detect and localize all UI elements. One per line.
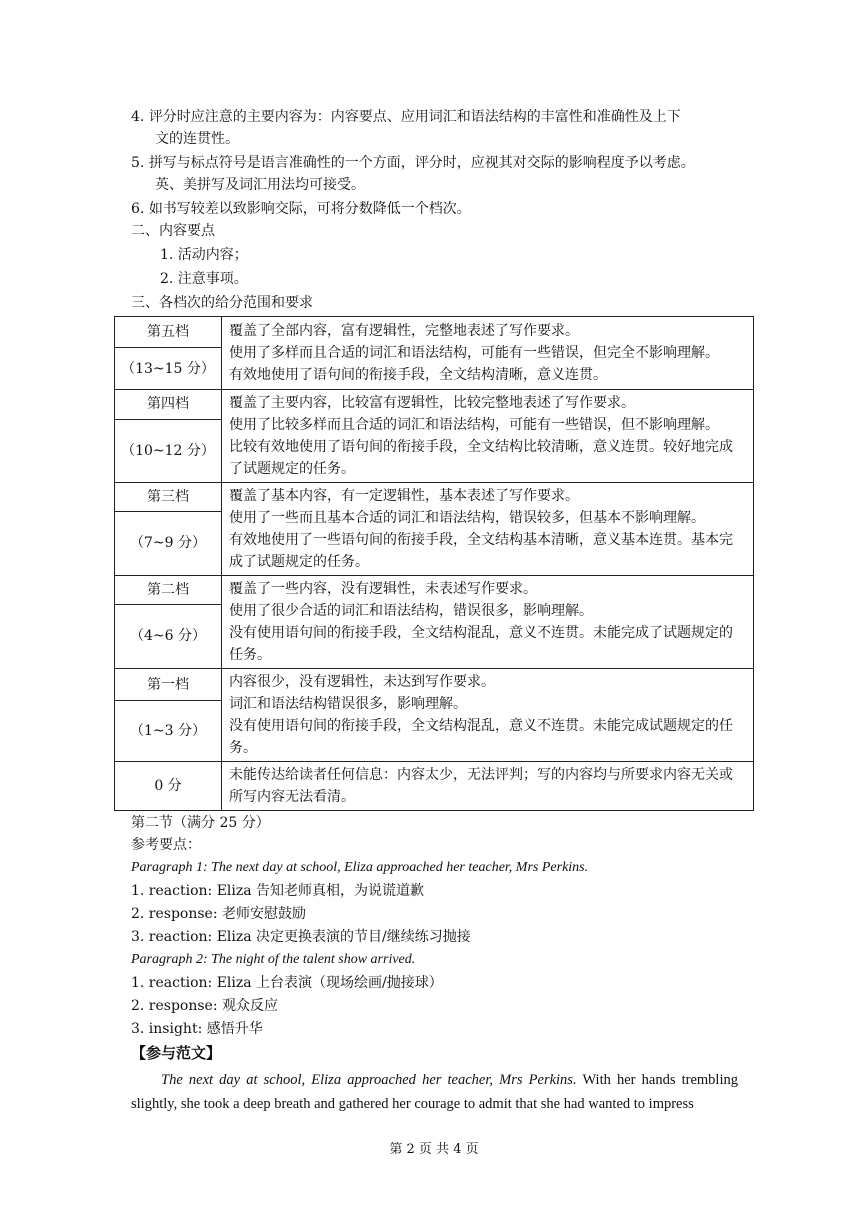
grade-description: 覆盖了一些内容，没有逻辑性，未表述写作要求。 使用了很少合适的词汇和语法结构，错误很多，影响理解。 没有使用语句间的衔接手段，全文结构混乱，意义不连贯。未能完成了试题规定的任务。 bbox=[222, 576, 754, 669]
page-footer: 第 2 页 共 4 页 bbox=[389, 1142, 479, 1157]
note-number: 4. bbox=[131, 109, 145, 125]
note-5 bbox=[131, 152, 695, 174]
model-essay bbox=[131, 1068, 738, 1116]
grade-description: 未能传达给读者任何信息：内容太少，无法评判；写的内容均与所要求内容无关或所写内容无法看清。 bbox=[222, 762, 754, 811]
grade-name: 0 分 bbox=[115, 762, 222, 811]
point-item: 3. insight: 感悟升华 bbox=[131, 1021, 263, 1037]
part2-title: 第二节（满分 25 分） bbox=[131, 815, 270, 831]
grade-name: 第一档 bbox=[115, 669, 222, 701]
grade-description: 覆盖了基本内容，有一定逻辑性，基本表述了写作要求。 使用了一些而且基本合适的词汇和语法结构，错误较多，但基本不影响理解。 有效地使用了一些语句间的衔接手段，全文结构基本清晰，意义基本连贯。基本完成了试题规定的任务。 bbox=[222, 483, 754, 576]
grade-range: （13~15 分） bbox=[115, 348, 222, 390]
section-grading-title: 三、各档次的给分范围和要求 bbox=[131, 295, 313, 311]
grade-name: 第三档 bbox=[115, 483, 222, 512]
content-point: 1. 活动内容； bbox=[160, 247, 248, 263]
paragraph-2-prompt: Paragraph 2: The night of the talent show arrived. bbox=[131, 952, 416, 967]
table-row bbox=[115, 483, 754, 512]
note-6 bbox=[131, 198, 471, 220]
point-item: 1. reaction: Eliza 上台表演（现场绘画/抛接球） bbox=[131, 975, 443, 991]
point-item: 2. response: 观众反应 bbox=[131, 998, 279, 1014]
note-4 bbox=[131, 106, 681, 128]
content-point: 2. 注意事项。 bbox=[160, 271, 248, 287]
grade-range: （7~9 分） bbox=[115, 511, 222, 575]
table-row bbox=[115, 390, 754, 420]
grade-range: （4~6 分） bbox=[115, 604, 222, 668]
grade-range: （10~12 分） bbox=[115, 419, 222, 482]
note-number: 6. bbox=[131, 201, 145, 217]
table-row bbox=[115, 762, 754, 811]
table-row bbox=[115, 317, 754, 348]
reference-points-label: 参考要点： bbox=[131, 837, 201, 853]
point-item: 1. reaction: Eliza 告知老师真相，为说谎道歉 bbox=[131, 883, 425, 899]
point-item: 3. reaction: Eliza 决定更换表演的节目/继续练习抛接 bbox=[131, 929, 471, 945]
table-row bbox=[115, 669, 754, 701]
essay-opening: The next day at school, Eliza approached her teacher, Mrs Perkins. bbox=[161, 1072, 577, 1088]
note-4-cont: 文的连贯性。 bbox=[155, 131, 239, 147]
grade-name: 第四档 bbox=[115, 390, 222, 420]
note-5-cont: 英、美拼写及词汇用法均可接受。 bbox=[155, 177, 365, 193]
note-text: 评分时应注意的主要内容为：内容要点、应用词汇和语法结构的丰富性和准确性及上下 bbox=[148, 109, 681, 125]
grade-description: 内容很少，没有逻辑性，未达到写作要求。 词汇和语法结构错误很多，影响理解。 没有使用语句间的衔接手段，全文结构混乱，意义不连贯。未能完成试题规定的任务。 bbox=[222, 669, 754, 762]
note-text: 拼写与标点符号是语言准确性的一个方面，评分时，应视其对交际的影响程度予以考虑。 bbox=[148, 155, 695, 171]
essay-text: With her hands trembling slightly, she took a deep breath and gathered her courage to admit that she had wanted to impress bbox=[131, 1072, 738, 1112]
note-number: 5. bbox=[131, 155, 145, 171]
grade-description: 覆盖了主要内容，比较富有逻辑性，比较完整地表述了写作要求。 使用了比较多样而且合适的词汇和语法结构，可能有一些错误，但不影响理解。 比较有效地使用了语句间的衔接手段，全文结构比较清晰，意义连贯。较好地完成了试题规定的任务。 bbox=[222, 390, 754, 483]
grade-description: 覆盖了全部内容，富有逻辑性，完整地表述了写作要求。 使用了多样而且合适的词汇和语法结构，可能有一些错误，但完全不影响理解。 有效地使用了语句间的衔接手段，全文结构清晰，意义连贯。 bbox=[222, 317, 754, 390]
grade-range: （1~3 分） bbox=[115, 701, 222, 762]
model-essay-title: 【参与范文】 bbox=[131, 1044, 222, 1062]
grade-name: 第五档 bbox=[115, 317, 222, 348]
paragraph-1-prompt: Paragraph 1: The next day at school, Eliza approached her teacher, Mrs Perkins. bbox=[131, 860, 589, 875]
point-item: 2. response: 老师安慰鼓励 bbox=[131, 906, 307, 922]
note-text: 如书写较差以致影响交际，可将分数降低一个档次。 bbox=[148, 201, 471, 217]
grading-table bbox=[114, 316, 754, 811]
table-row bbox=[115, 576, 754, 605]
grade-name: 第二档 bbox=[115, 576, 222, 605]
section-content-points-title: 二、内容要点 bbox=[131, 223, 215, 239]
